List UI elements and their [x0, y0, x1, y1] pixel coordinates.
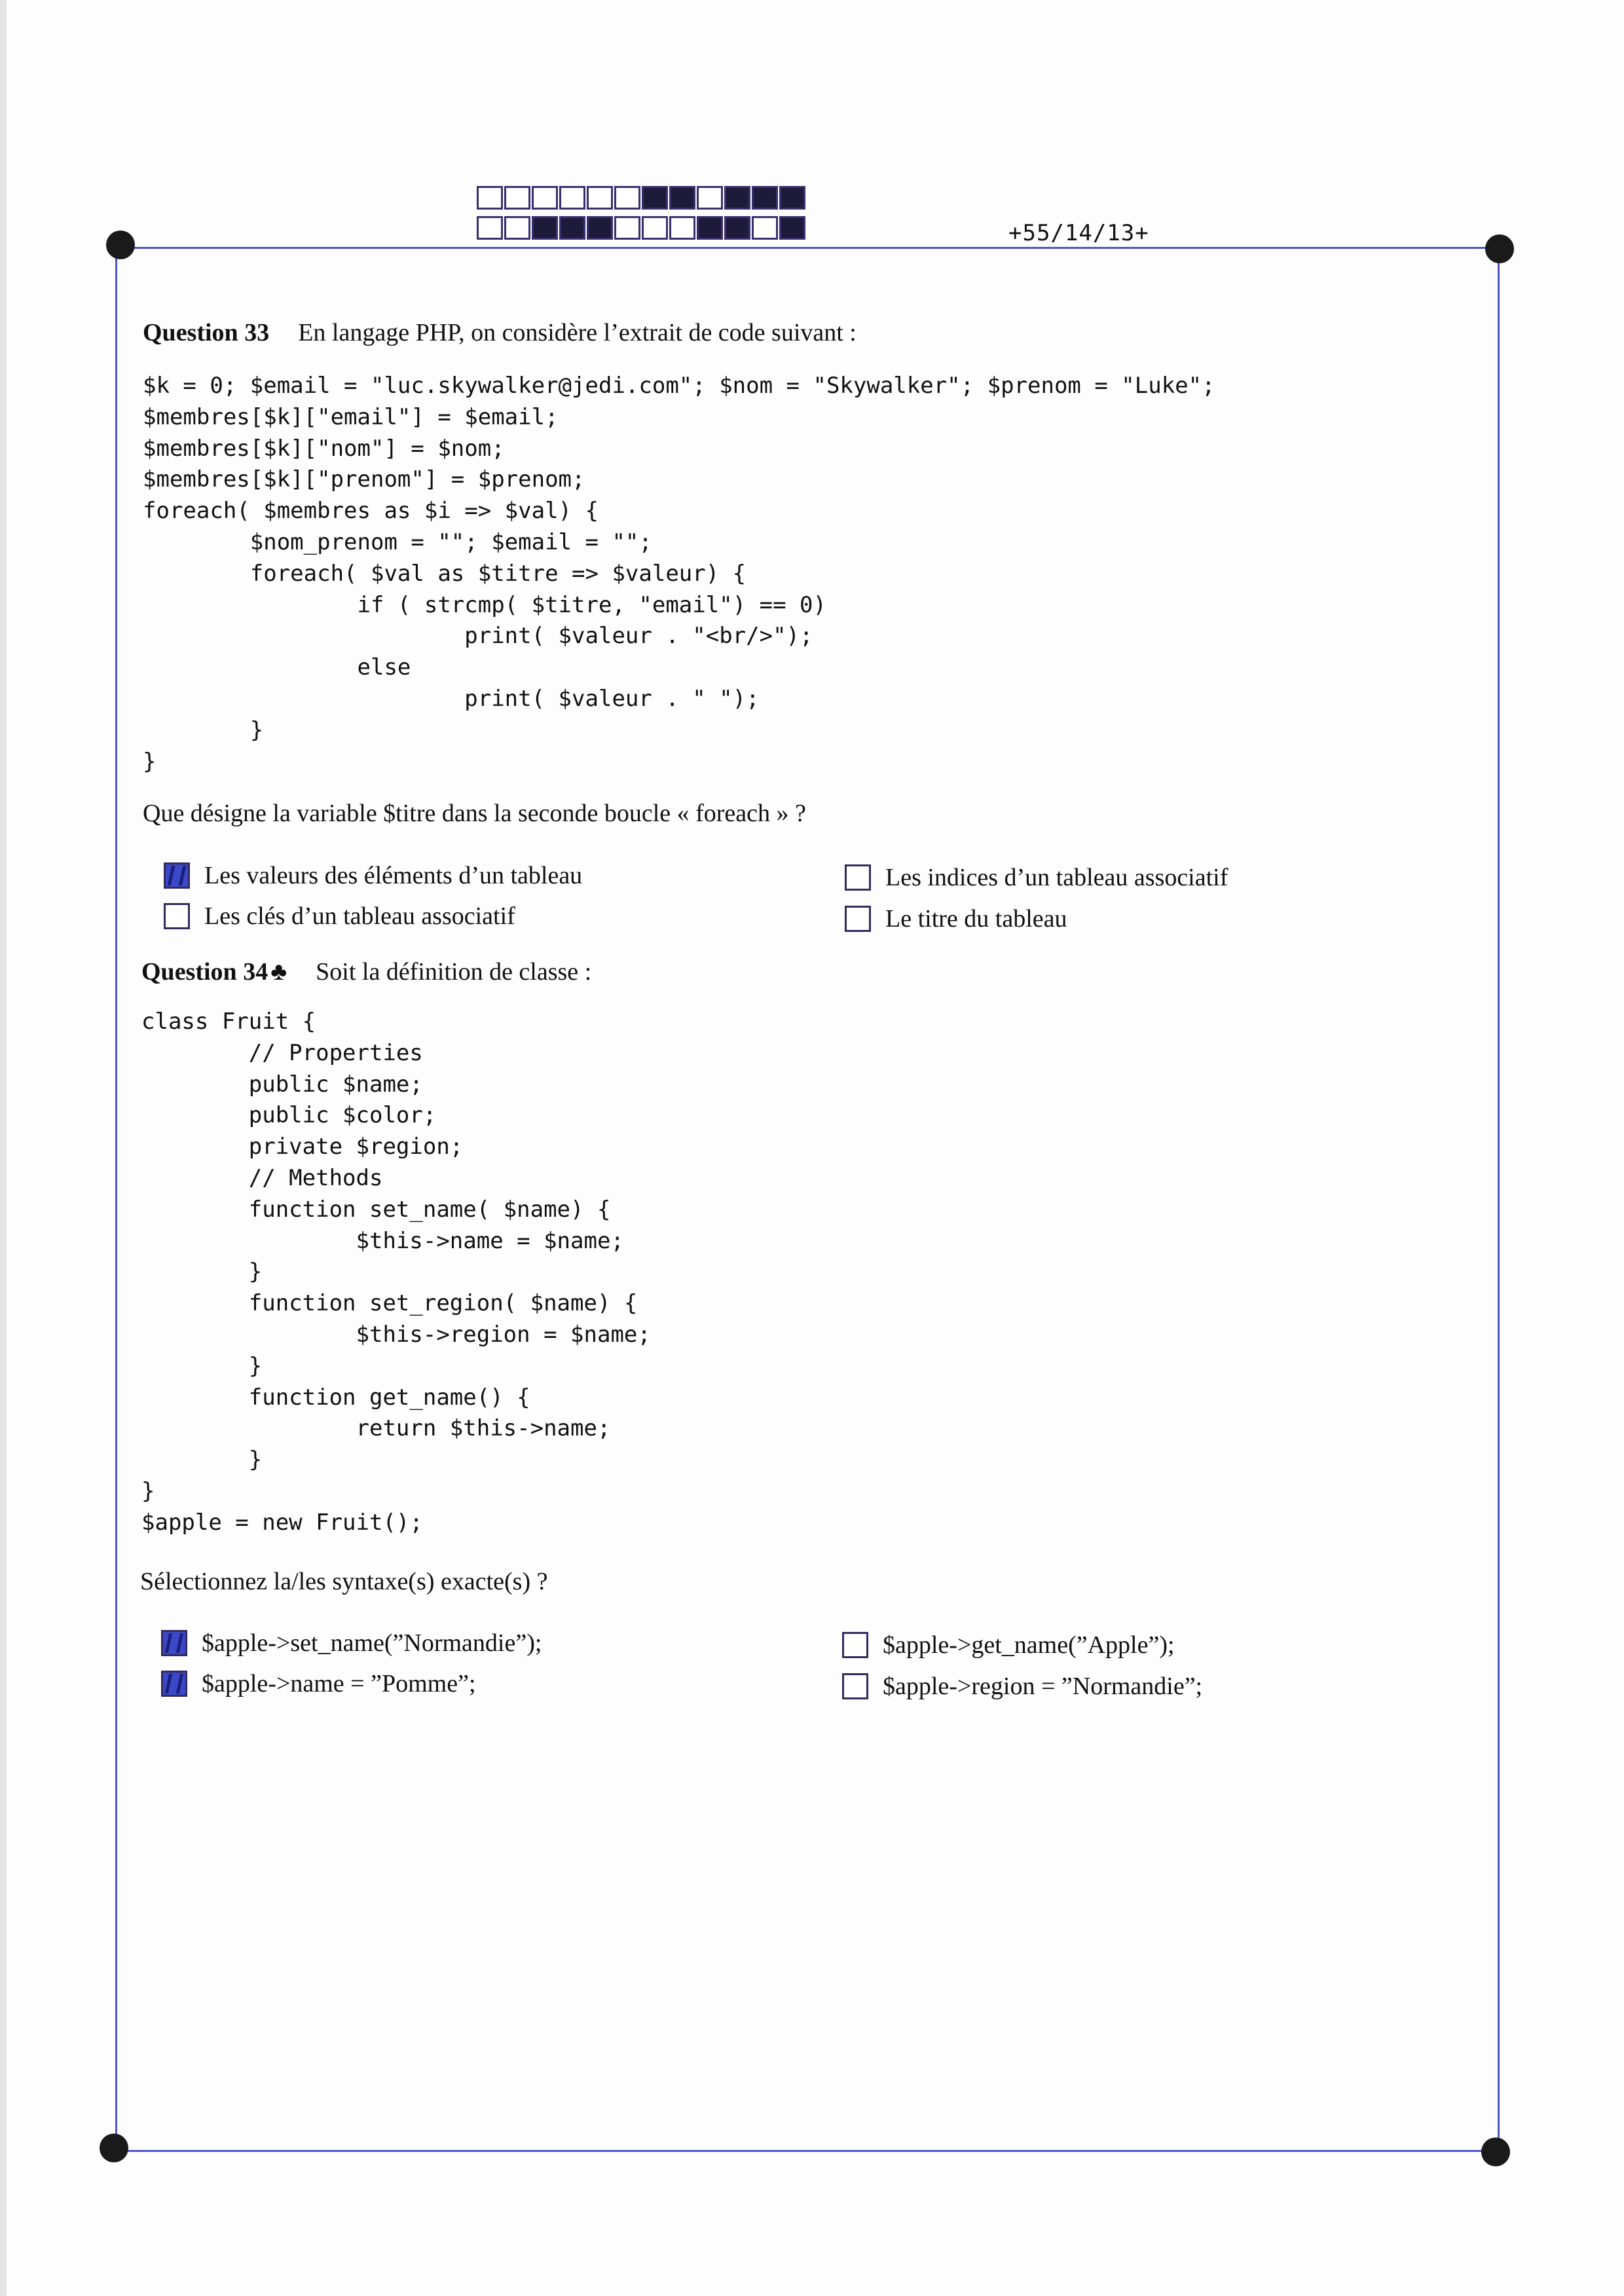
pen-mark-icon [165, 1674, 183, 1694]
barcode-cell [504, 186, 530, 210]
frame-right [1498, 250, 1500, 2152]
barcode-cell [642, 216, 668, 240]
question-33-heading [143, 318, 857, 347]
question-33-answer-2[interactable] [845, 863, 1228, 892]
barcode-cell [504, 216, 530, 240]
question-34-answer-4[interactable] [842, 1672, 1202, 1701]
frame-bottom [113, 2150, 1496, 2152]
barcode-cell [532, 186, 558, 210]
corner-marker-bottom-left [100, 2134, 128, 2162]
barcode-cell [587, 216, 613, 240]
barcode-cell [559, 186, 585, 210]
question-33-prompt: Que désigne la variable $titre dans la seconde boucle « foreach » ? [143, 800, 806, 827]
barcode-cell [642, 186, 668, 210]
answer-label: Les indices d’un tableau associatif [885, 864, 1228, 891]
barcode-cell [587, 186, 613, 210]
barcode-cell [752, 216, 778, 240]
question-34-answer-2[interactable] [842, 1631, 1175, 1659]
corner-marker-bottom-right [1481, 2138, 1510, 2166]
frame-left [115, 247, 117, 2150]
question-34-code: class Fruit { // Properties public $name; public $color; private $region; // Methods function set_name( $name) { $this->name = $name; } function set_region( $name) { $this->region = $name; } function get_name() { return $this->name; } } $apple = new Fruit(); [141, 1009, 651, 1536]
checkbox[interactable] [845, 906, 871, 932]
answer-label: Les valeurs des éléments d’un tableau [204, 862, 583, 889]
question-34-number [141, 958, 287, 986]
answer-label: $apple->name = ”Pomme”; [202, 1670, 476, 1697]
question-34-number-text: Question 34 [141, 958, 268, 986]
question-33-code: $k = 0; $email = "luc.skywalker@jedi.com"; $nom = "Skywalker"; $prenom = "Luke"; $membres[$k]["email"] = $email; $membres[$k]["nom"] = $nom; $membres[$k]["prenom"] = $prenom; foreach( $membres as $i => $val) { $nom_prenom = ""; $email = ""; foreach( $val as $titre => $valeur) { if ( strcmp( $titre, "email") == 0) print( $valeur . "<br/>"); else print( $valeur . " "); } } [143, 373, 1215, 775]
barcode-cell [752, 186, 778, 210]
barcode-row-1 [477, 186, 805, 210]
copy-reference: +55/14/13+ [1008, 220, 1149, 246]
scan-edge [0, 0, 7, 2296]
question-34-statement: Soit la définition de classe : [316, 958, 592, 986]
question-34-answer-3[interactable] [161, 1669, 476, 1698]
question-33-answer-3[interactable] [164, 902, 515, 931]
answer-label: Le titre du tableau [885, 905, 1067, 933]
barcode-cell [477, 216, 503, 240]
pen-mark-icon [165, 1633, 183, 1653]
frame-top [120, 247, 1500, 249]
checkbox-checked[interactable] [161, 1671, 187, 1697]
question-34-prompt: Sélectionnez la/les syntaxe(s) exacte(s) ? [140, 1568, 548, 1595]
checkbox-checked[interactable] [164, 862, 190, 889]
corner-marker-top-right [1485, 234, 1514, 263]
answer-label: Les clés d’un tableau associatif [204, 902, 515, 930]
barcode-cell [669, 216, 695, 240]
answer-label: $apple->set_name(”Normandie”); [202, 1629, 542, 1657]
question-34-heading [141, 957, 591, 986]
barcode-cell [669, 186, 695, 210]
barcode-cell [532, 216, 558, 240]
answer-label: $apple->region = ”Normandie”; [883, 1673, 1203, 1700]
checkbox[interactable] [842, 1673, 868, 1699]
barcode-cell [697, 186, 723, 210]
checkbox[interactable] [164, 903, 190, 929]
corner-marker-top-left [106, 231, 135, 259]
barcode-cell [559, 216, 585, 240]
question-33-number: Question 33 [143, 319, 270, 346]
multiple-answers-icon: ♣ [270, 958, 287, 986]
answer-label: $apple->get_name(”Apple”); [883, 1631, 1175, 1659]
barcode-cell [724, 216, 750, 240]
question-34-answer-1[interactable] [161, 1629, 542, 1657]
barcode-cell [779, 186, 805, 210]
barcode-cell [779, 216, 805, 240]
question-33-answer-4[interactable] [845, 904, 1067, 933]
barcode-cell [724, 186, 750, 210]
barcode-cell [477, 186, 503, 210]
checkbox[interactable] [845, 864, 871, 891]
barcode-row-2 [477, 216, 805, 240]
barcode-cell [614, 186, 640, 210]
pen-mark-icon [168, 866, 186, 885]
barcode-cell [614, 216, 640, 240]
checkbox[interactable] [842, 1632, 868, 1658]
barcode-cell [697, 216, 723, 240]
question-33-answer-1[interactable] [164, 861, 582, 890]
question-33-statement: En langage PHP, on considère l’extrait de code suivant : [298, 319, 857, 346]
checkbox-checked[interactable] [161, 1630, 187, 1656]
